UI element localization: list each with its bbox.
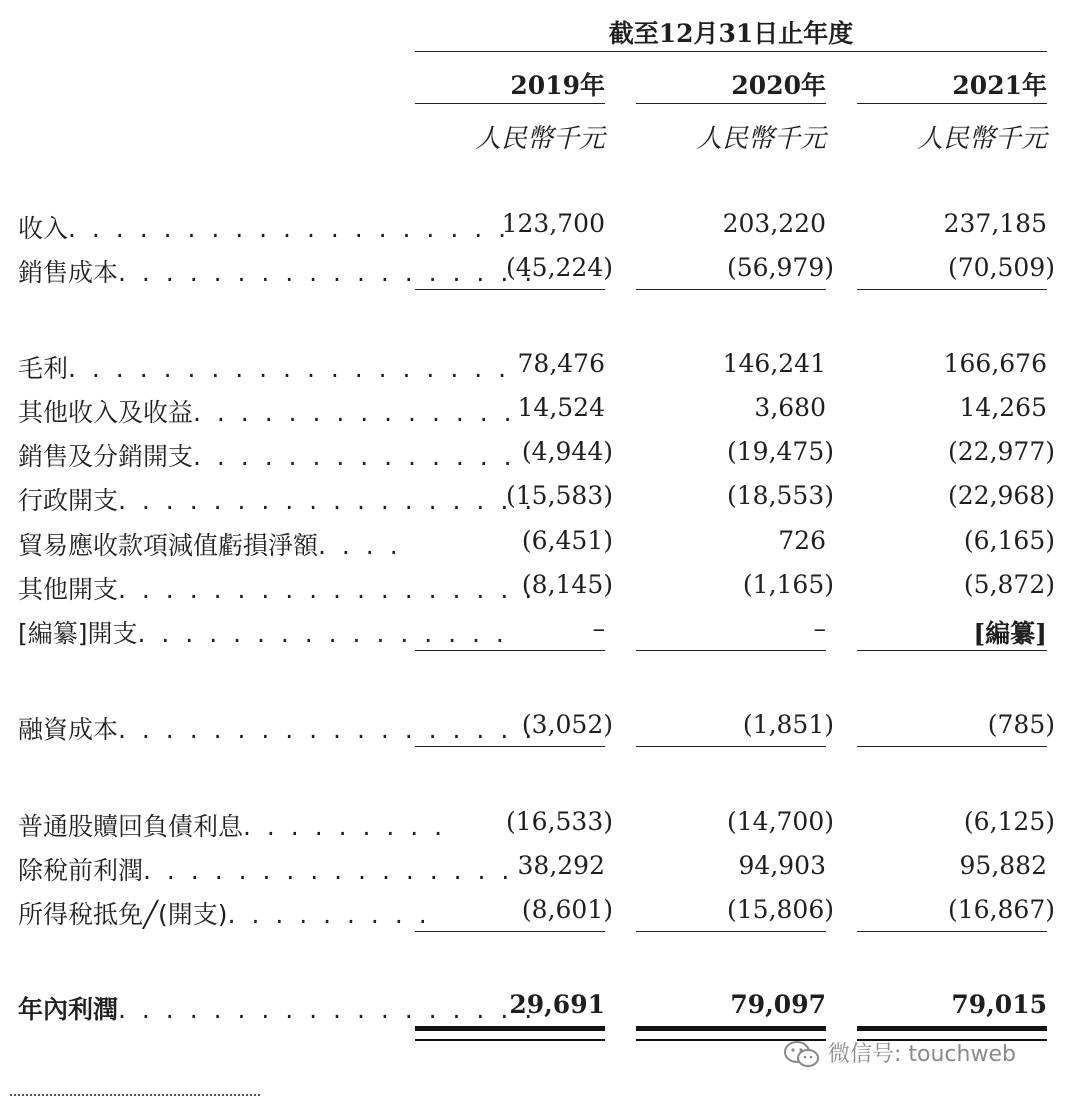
unit-label: 人民幣千元 [474,124,605,154]
year-underline [415,103,605,104]
value-2021: (785) [987,710,1055,739]
value-2021: 14,265 [959,393,1047,422]
table-row-other-expenses [0,570,1080,614]
table-row-other-income [0,393,1080,437]
year-underline [857,103,1047,104]
value-2020: (19,475) [727,437,834,466]
value-2020: (18,553) [727,481,834,510]
value-2019: (3,052) [521,710,613,739]
watermark-text: 微信号: touchweb [828,1042,1016,1067]
period-heading: 截至12月31日止年度 [608,19,854,48]
unit-label: 人民幣千元 [916,124,1047,154]
value-2020: 203,220 [722,209,826,238]
table-row-admin-expenses [0,481,1080,525]
row-label: 其他開支. . . . . . . . . . . . . . . . . . [18,575,537,604]
value-2021: [編纂] [973,619,1047,648]
table-row-redemption-interest [0,807,1080,851]
wechat-icon [783,1040,821,1070]
row-label: 收入. . . . . . . . . . . . . . . . . . . [18,214,511,243]
value-2020: (56,979) [727,253,834,282]
value-2021: (70,509) [948,253,1055,282]
table-row-income-tax [0,895,1080,939]
subtotal-rule [857,650,1047,651]
row-label: 其他收入及收益. . . . . . . . . . . . . . [18,398,516,427]
value-2020: 94,903 [738,851,826,880]
table-row-gross-profit [0,349,1080,393]
total-double-rule [415,1026,605,1041]
value-2019: (6,451) [521,526,613,555]
row-label: 行政開支. . . . . . . . . . . . . . . . . . [18,486,537,515]
value-2019: 123,700 [501,209,605,238]
row-label: 銷售成本. . . . . . . . . . . . . . . . . . [18,258,537,287]
value-2020: (1,165) [742,570,834,599]
table-row-selling-expenses [0,437,1080,481]
subtotal-rule [636,289,826,290]
subtotal-rule [857,289,1047,290]
cut-off-line [10,1094,260,1104]
table-row-profit-before-tax [0,851,1080,895]
value-2019: 78,476 [517,349,605,378]
row-label: [編纂]開支. . . . . . . . . . . . . . . . [18,619,508,648]
value-2020: 726 [778,526,826,555]
table-row-finance-costs [0,710,1080,754]
value-2020: (1,851) [742,710,834,739]
value-2020: (14,700) [727,807,834,836]
value-2020: – [813,614,826,643]
value-2019: (8,145) [521,570,613,599]
value-2021: (22,968) [948,481,1055,510]
table-row-cost-of-sales [0,253,1080,297]
value-2021: 237,185 [943,209,1047,238]
value-2021: (5,872) [963,570,1055,599]
row-label: 普通股贖回負債利息. . . . . . . . . [18,812,447,841]
value-2021: (22,977) [948,437,1055,466]
value-2020: 146,241 [722,349,826,378]
value-2019: 29,691 [509,990,605,1019]
value-2019: (45,224) [506,253,613,282]
table-row-redacted-expenses [0,614,1080,658]
year-2021-header: 2021年 [952,71,1047,100]
year-2020-header: 2020年 [731,71,826,100]
year-underline [636,103,826,104]
value-2019: – [592,614,605,643]
row-label: 除稅前利潤. . . . . . . . . . . . . . . . [18,856,514,885]
value-2021: 166,676 [943,349,1047,378]
value-2021: 95,882 [959,851,1047,880]
value-2021: (6,165) [963,526,1055,555]
subtotal-rule [415,746,605,747]
subtotal-rule [636,931,826,932]
value-2019: (8,601) [521,895,613,924]
subtotal-rule [415,931,605,932]
value-2021: 79,015 [951,990,1047,1019]
year-2019-header: 2019年 [510,71,605,100]
value-2020: 3,680 [754,393,826,422]
value-2019: 38,292 [517,851,605,880]
value-2021: (16,867) [948,895,1055,924]
period-underline [415,51,1047,52]
subtotal-rule [857,746,1047,747]
subtotal-rule [415,289,605,290]
table-row-impairment-losses [0,526,1080,570]
value-2019: (4,944) [521,437,613,466]
row-label: 銷售及分銷開支. . . . . . . . . . . . . . [18,442,516,471]
value-2019: 14,524 [517,393,605,422]
row-label: 融資成本. . . . . . . . . . . . . . . . . . [18,715,537,744]
subtotal-rule [636,650,826,651]
watermark [783,1037,1016,1070]
value-2020: (15,806) [727,895,834,924]
subtotal-rule [636,746,826,747]
value-2019: (16,533) [506,807,613,836]
subtotal-rule [857,931,1047,932]
table-row-revenue [0,209,1080,253]
unit-label: 人民幣千元 [695,124,826,154]
row-label: 所得稅抵免╱(開支). . . . . . . . . [18,900,431,929]
subtotal-rule [415,650,605,651]
row-label: 年內利潤. . . . . . . . . . . . . . . . . . [18,995,537,1024]
value-2020: 79,097 [730,990,826,1019]
row-label: 貿易應收款項減值虧損淨額. . . . [18,531,402,560]
value-2019: (15,583) [506,481,613,510]
row-label: 毛利. . . . . . . . . . . . . . . . . . . [18,354,511,383]
value-2021: (6,125) [963,807,1055,836]
